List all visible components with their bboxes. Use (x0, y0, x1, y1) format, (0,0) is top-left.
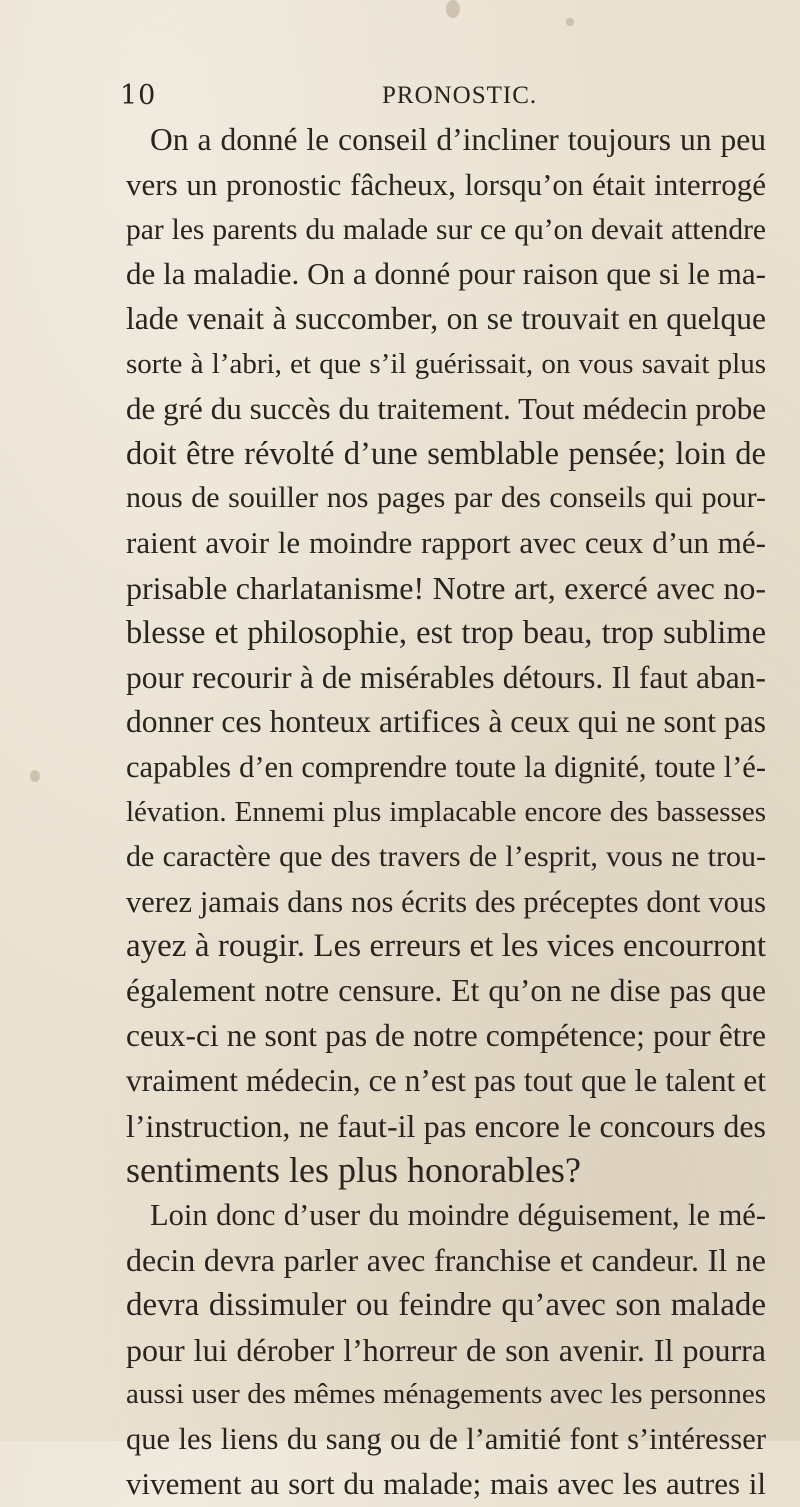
text-line: capables d’en comprendre toute la dignité, toute l’é- (126, 750, 766, 785)
text-line: doit être révolté d’une semblable pensée; loin de (126, 435, 766, 472)
text-line: decin devra parler avec franchise et candeur. Il ne (126, 1241, 766, 1278)
text-line: nous de souiller nos pages par des conseils qui pour- (126, 481, 766, 515)
text-line: vraiment médecin, ce n’est pas tout que le talent et (126, 1062, 766, 1098)
text-line: de la maladie. On a donné pour raison que si le ma- (126, 256, 766, 292)
text-line: On a donné le conseil d’incliner toujours un peu (150, 122, 766, 157)
text-line: aussi user des mêmes ménagements avec les personnes (126, 1378, 766, 1411)
text-line: verez jamais dans nos écrits des préceptes dont vous (126, 884, 766, 919)
text-line: sorte à l’abri, et que s’il guérissait, on vous savait plus (126, 347, 766, 380)
text-line: également notre censure. Et qu’on ne dise pas que (126, 973, 766, 1009)
paragraph-1 (126, 118, 766, 1193)
text-line: l’instruction, ne faut-il pas encore le concours des (126, 1107, 766, 1144)
running-head (120, 80, 760, 120)
text-line: lade venait à succomber, on se trouvait en quelque (126, 301, 766, 337)
text-line: de gré du succès du traitement. Tout médecin probe (126, 390, 766, 426)
text-line: donner ces honteux artifices à ceux qui ne sont pas (126, 704, 766, 740)
text-line: ayez à rougir. Les erreurs et les vices encourront (126, 928, 766, 965)
header-title: PRONOSTIC. (382, 82, 538, 109)
text-line: de caractère que des travers de l’esprit, vous ne trou- (126, 839, 766, 873)
text-line: ceux-ci ne sont pas de notre compétence; pour être (126, 1017, 766, 1053)
text-line: par les parents du malade sur ce qu’on devait attendre (126, 213, 766, 246)
paragraph-2 (126, 1193, 766, 1507)
text-line: vivement au sort du malade; mais avec les autres il (126, 1465, 766, 1501)
text-line: prisable charlatanisme! Notre art, exercé avec no- (126, 569, 766, 606)
text-line: Loin donc d’user du moindre déguisement, le mé- (150, 1198, 766, 1233)
text-line: blesse et philosophie, est trop beau, trop sublime (126, 614, 766, 651)
paper-stain (30, 770, 40, 782)
text-line: raient avoir le moindre rapport avec ceux d’un mé- (126, 525, 766, 561)
text-line: pour recourir à de misérables détours. Il faut aban- (126, 659, 766, 695)
text-line: devra dissimuler ou feindre qu’avec son malade (126, 1286, 766, 1323)
text-line: vers un pronostic fâcheux, lorsqu’on était interrogé (126, 166, 766, 202)
text-line: lévation. Ennemi plus implacable encore des bassesses (126, 795, 766, 828)
text-line: que les liens du sang ou de l’amitié font s’intéresser (126, 1422, 766, 1457)
paper-stain (566, 18, 574, 26)
page-number: 10 (120, 80, 157, 111)
text-line: sentiments les plus honorables? (126, 1150, 581, 1191)
text-line: pour lui dérober l’horreur de son avenir. Il pourra (126, 1331, 766, 1368)
body-text (126, 118, 766, 1507)
paper-stain (446, 0, 460, 18)
